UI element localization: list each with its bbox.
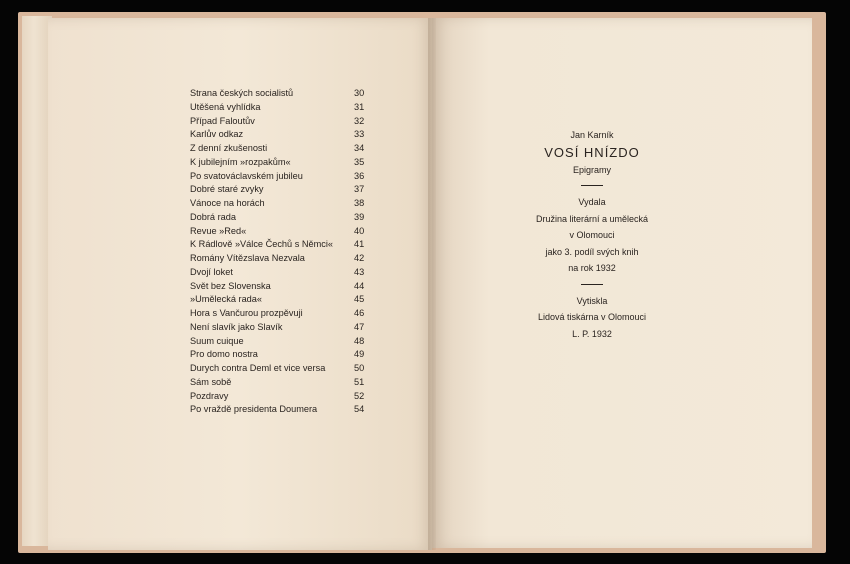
toc-entry-page-number: 38 [354,198,365,208]
colophon [522,127,662,342]
toc-entry [190,183,370,197]
toc-entry-page-number: 52 [354,390,365,401]
toc-entry-page-number: 49 [354,349,365,360]
toc-entry [190,362,370,376]
toc-entry [190,321,370,335]
toc-entry-page-number: 50 [354,363,365,373]
toc-entry-title: Strana českých socialistů [190,88,294,98]
toc-entry [190,238,370,252]
book-gutter [428,18,436,550]
table-of-contents [190,87,370,417]
toc-entry-title: Durych contra Deml et vice versa [190,363,326,373]
book-subtitle: Epigramy [572,164,611,175]
toc-entry [190,403,370,417]
toc-entry-page-number: 35 [354,156,365,167]
publisher-line: Družina literární a umělecká [535,213,649,224]
toc-entry [190,390,370,404]
toc-entry-page-number: 30 [354,88,365,98]
toc-entry-title: Vánoce na horách [190,198,265,208]
toc-entry [190,197,370,211]
toc-entry-title: Hora s Vančurou prozpěvuji [190,308,303,318]
toc-entry-title: Po vraždě presidenta Doumera [190,404,318,415]
printer-label: Vytiskla [576,295,608,306]
toc-entry-page-number: 43 [354,266,365,277]
publisher-line: v Olomouci [569,230,615,240]
toc-entry-title: K Rádlově »Válce Čechů s Němci« [190,239,333,250]
toc-entry-page-number: 54 [354,404,365,415]
toc-entry [190,101,370,115]
toc-entry-title: Případ Faloutův [190,115,255,126]
toc-entry-title: »Umělecká rada« [190,294,263,305]
toc-entry-title: Není slavík jako Slavík [190,321,283,332]
printer-line: L. P. 1932 [572,328,612,339]
toc-entry-title: Karlův odkaz [190,129,244,140]
publisher-line: jako 3. podíl svých knih [545,246,639,257]
toc-entry-title: K jubilejním »rozpakům« [190,156,291,167]
toc-entry-title: Suum cuique [190,335,244,346]
toc-entry-page-number: 51 [354,376,365,387]
toc-entry [190,335,370,349]
toc-entry-title: Po svatováclavském jubileu [190,170,303,181]
book-title: VOSÍ HNÍZDO [544,144,640,160]
toc-entry-page-number: 39 [354,211,365,222]
toc-entry-title: Svět bez Slovenska [190,280,271,291]
toc-entry-title: Utěšená vyhlídka [190,101,261,112]
toc-entry-page-number: 46 [354,308,365,318]
toc-entry [190,348,370,362]
toc-entry [190,376,370,390]
toc-entry-page-number: 44 [354,280,365,291]
toc-entry [190,170,370,184]
toc-entry [190,266,370,280]
toc-entry-page-number: 48 [354,335,365,346]
toc-entry-title: Revue »Red« [190,225,247,236]
toc-entry-page-number: 37 [354,184,365,195]
toc-entry [190,211,370,225]
toc-entry-page-number: 31 [354,101,365,112]
toc-entry [190,87,370,101]
printer-line: Lidová tiskárna v Olomouci [537,312,647,322]
toc-entry [190,156,370,170]
toc-entry-page-number: 42 [354,253,365,263]
toc-entry [190,293,370,307]
toc-entry [190,115,370,129]
publisher-line: na rok 1932 [568,263,616,273]
publisher-label: Vydala [578,197,606,207]
toc-entry-title: Romány Vítězslava Nezvala [190,253,305,263]
toc-entry-page-number: 36 [354,170,365,181]
toc-entry-page-number: 32 [354,115,365,126]
toc-entry-title: Sám sobě [190,376,232,387]
toc-entry-page-number: 47 [354,321,365,332]
divider-rule [581,185,603,186]
author-name: Jan Karník [570,130,614,140]
toc-entry-page-number: 40 [354,225,365,236]
toc-entry [190,307,370,321]
toc-entry-title: Dvojí loket [190,266,233,277]
toc-entry-page-number: 33 [354,129,365,140]
toc-entry-title: Pro domo nostra [190,349,258,360]
toc-entry [190,128,370,142]
toc-entry-title: Dobrá rada [190,211,236,222]
toc-entry [190,252,370,266]
toc-entry-page-number: 41 [354,239,365,250]
toc-entry-title: Pozdravy [190,390,229,401]
divider-rule [581,284,603,285]
toc-entry [190,280,370,294]
toc-entry-page-number: 45 [354,294,365,305]
toc-entry-page-number: 34 [354,143,365,153]
toc-entry-title: Dobré staré zvyky [190,184,264,195]
toc-entry [190,142,370,156]
toc-entry-title: Z denní zkušenosti [190,143,268,153]
toc-entry [190,225,370,239]
